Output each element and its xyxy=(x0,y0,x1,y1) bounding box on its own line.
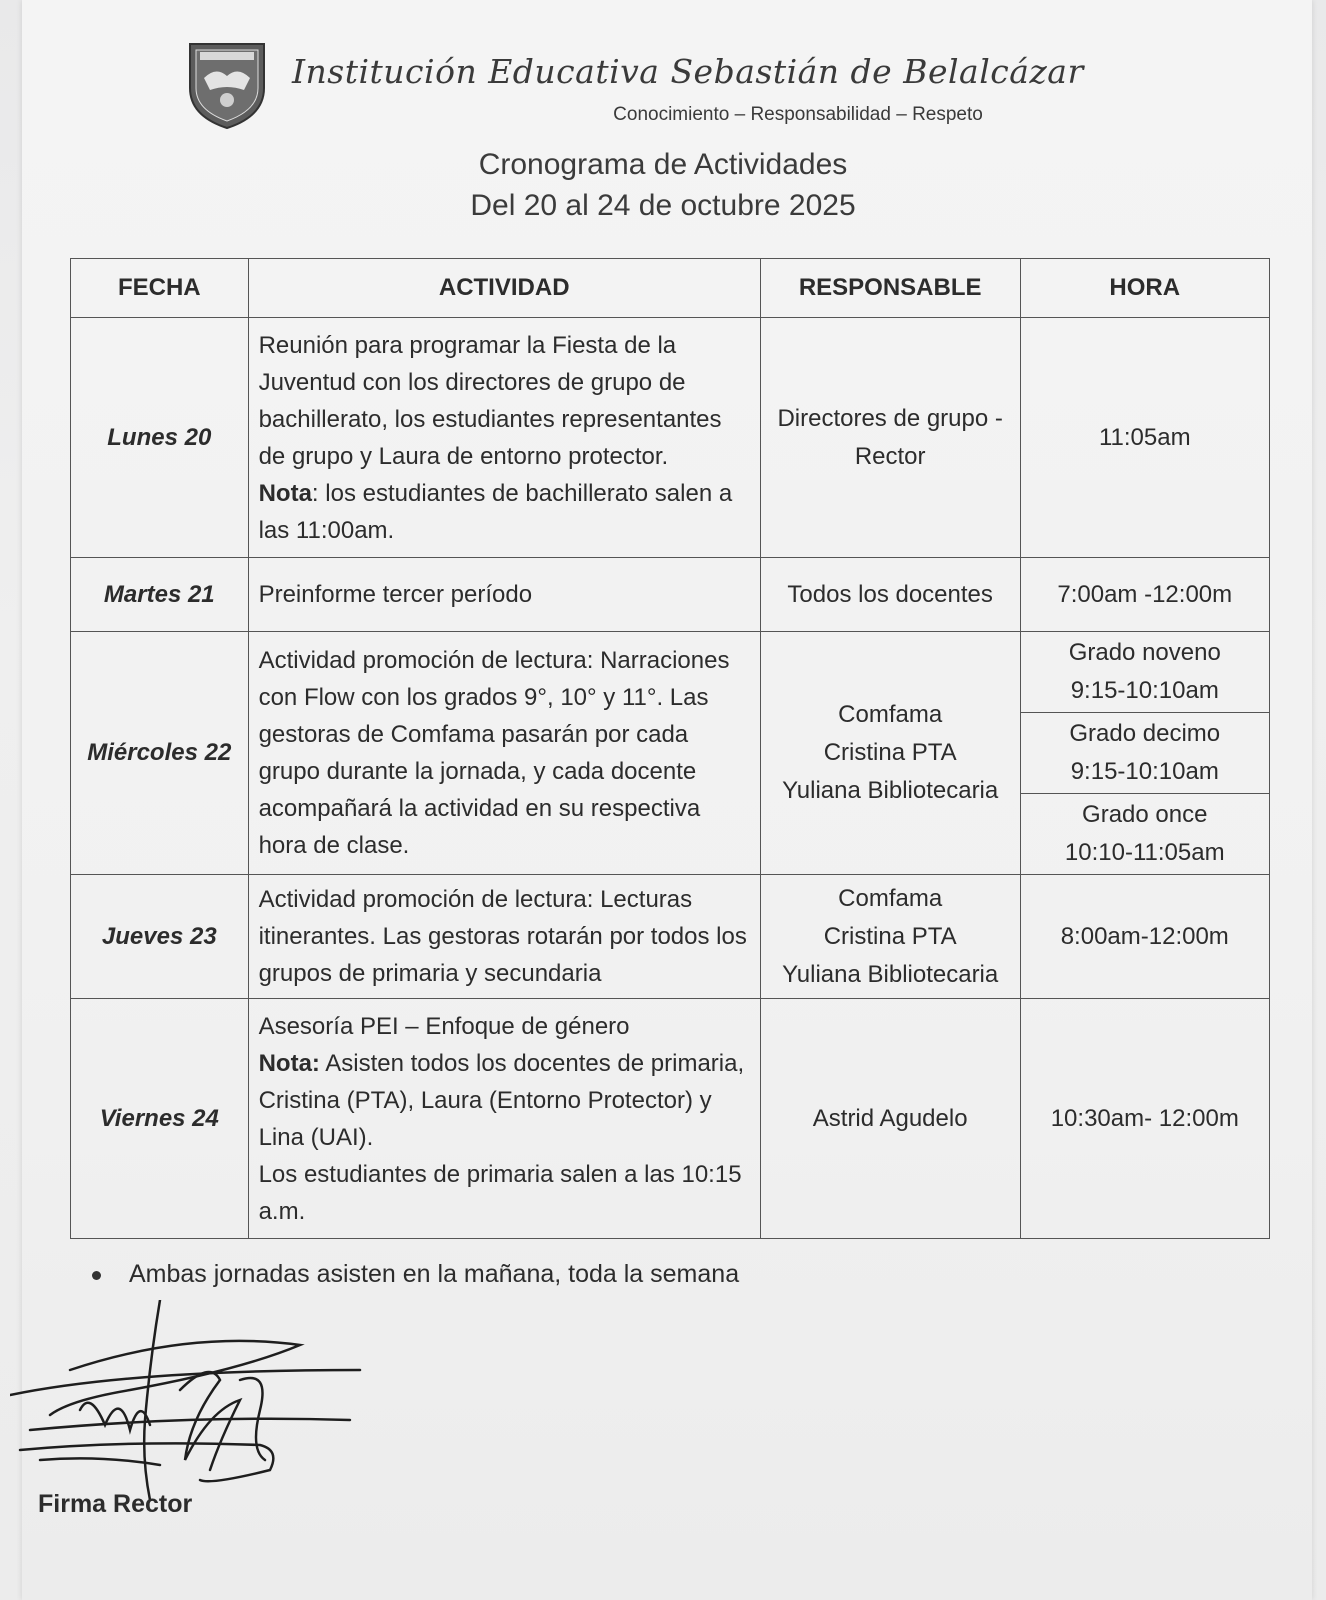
row-responsable: Directores de grupo - Rector xyxy=(760,318,1020,558)
footer-bullet-note: Ambas jornadas asisten en la mañana, toda la semana xyxy=(92,1260,739,1289)
row-fecha: Miércoles 22 xyxy=(71,632,249,875)
table-row xyxy=(71,999,1270,1239)
row-responsable: Todos los docentes xyxy=(760,558,1020,632)
row-responsable: Comfama Cristina PTA Yuliana Bibliotecaria xyxy=(760,875,1020,999)
row-hora xyxy=(1020,632,1269,875)
row-actividad: Reunión para programar la Fiesta de la Juventud con los directores de grupo de bachillerato, los estudiantes representantes de grupo y Laura de entorno protector. Nota: los estudiantes de bachillerato salen a las 11:00am. xyxy=(248,318,760,558)
table-row xyxy=(71,632,1270,875)
table-row xyxy=(71,558,1270,632)
row-fecha: Lunes 20 xyxy=(71,318,249,558)
hora-slot: Grado noveno 9:15-10:10am xyxy=(1021,632,1269,713)
signature-label: Firma Rector xyxy=(38,1490,193,1518)
note-label: Nota xyxy=(258,479,312,507)
row-responsable: Comfama Cristina PTA Yuliana Bibliotecaria xyxy=(760,632,1020,875)
row-hora: 10:30am- 12:00m xyxy=(1020,999,1269,1239)
bullet-icon xyxy=(92,1271,101,1280)
row-fecha: Viernes 24 xyxy=(71,999,249,1239)
document-date-range: Del 20 al 24 de octubre 2025 xyxy=(470,189,856,222)
row-actividad: Asesoría PEI – Enfoque de género Nota: Asisten todos los docentes de primaria, Cristina (PTA), Laura (Entorno Protector) y Lina (UAI). Los estudiantes de primaria salen a las 10:15 a.m. xyxy=(248,999,760,1239)
table-row xyxy=(71,318,1270,558)
table-row xyxy=(71,875,1270,999)
row-actividad: Preinforme tercer período xyxy=(248,558,760,632)
rector-signature-icon xyxy=(10,1300,370,1520)
header-actividad: ACTIVIDAD xyxy=(248,259,760,318)
institution-motto: Conocimiento – Responsabilidad – Respeto xyxy=(613,104,983,125)
row-responsable: Astrid Agudelo xyxy=(760,999,1020,1239)
table-header-row xyxy=(71,259,1270,318)
row-fecha: Martes 21 xyxy=(71,558,249,632)
row-hora: 7:00am -12:00m xyxy=(1020,558,1269,632)
note-label: Nota: xyxy=(258,1049,320,1077)
document-title: Cronograma de Actividades xyxy=(478,148,848,181)
header-hora: HORA xyxy=(1020,259,1269,318)
hora-slot: Grado decimo 9:15-10:10am xyxy=(1021,713,1269,794)
row-fecha: Jueves 23 xyxy=(71,875,249,999)
hora-slot: Grado once 10:10-11:05am xyxy=(1064,801,1225,866)
row-hora: 8:00am-12:00m xyxy=(1020,875,1269,999)
institution-name: Institución Educativa Sebastián de Belalcázar xyxy=(292,52,1084,91)
row-hora: 11:05am xyxy=(1020,318,1269,558)
header-fecha: FECHA xyxy=(71,259,249,318)
row-actividad: Actividad promoción de lectura: Narraciones con Flow con los grados 9°, 10° y 11°. Las gestoras de Comfama pasarán por cada grupo durante la jornada, y cada docente acompañará la actividad en su respectiva hora de clase. xyxy=(248,632,760,875)
row-actividad: Actividad promoción de lectura: Lecturas itinerantes. Las gestoras rotarán por todos los grupos de primaria y secundaria xyxy=(248,875,760,999)
schedule-table xyxy=(70,258,1270,1239)
header-responsable: RESPONSABLE xyxy=(760,259,1020,318)
